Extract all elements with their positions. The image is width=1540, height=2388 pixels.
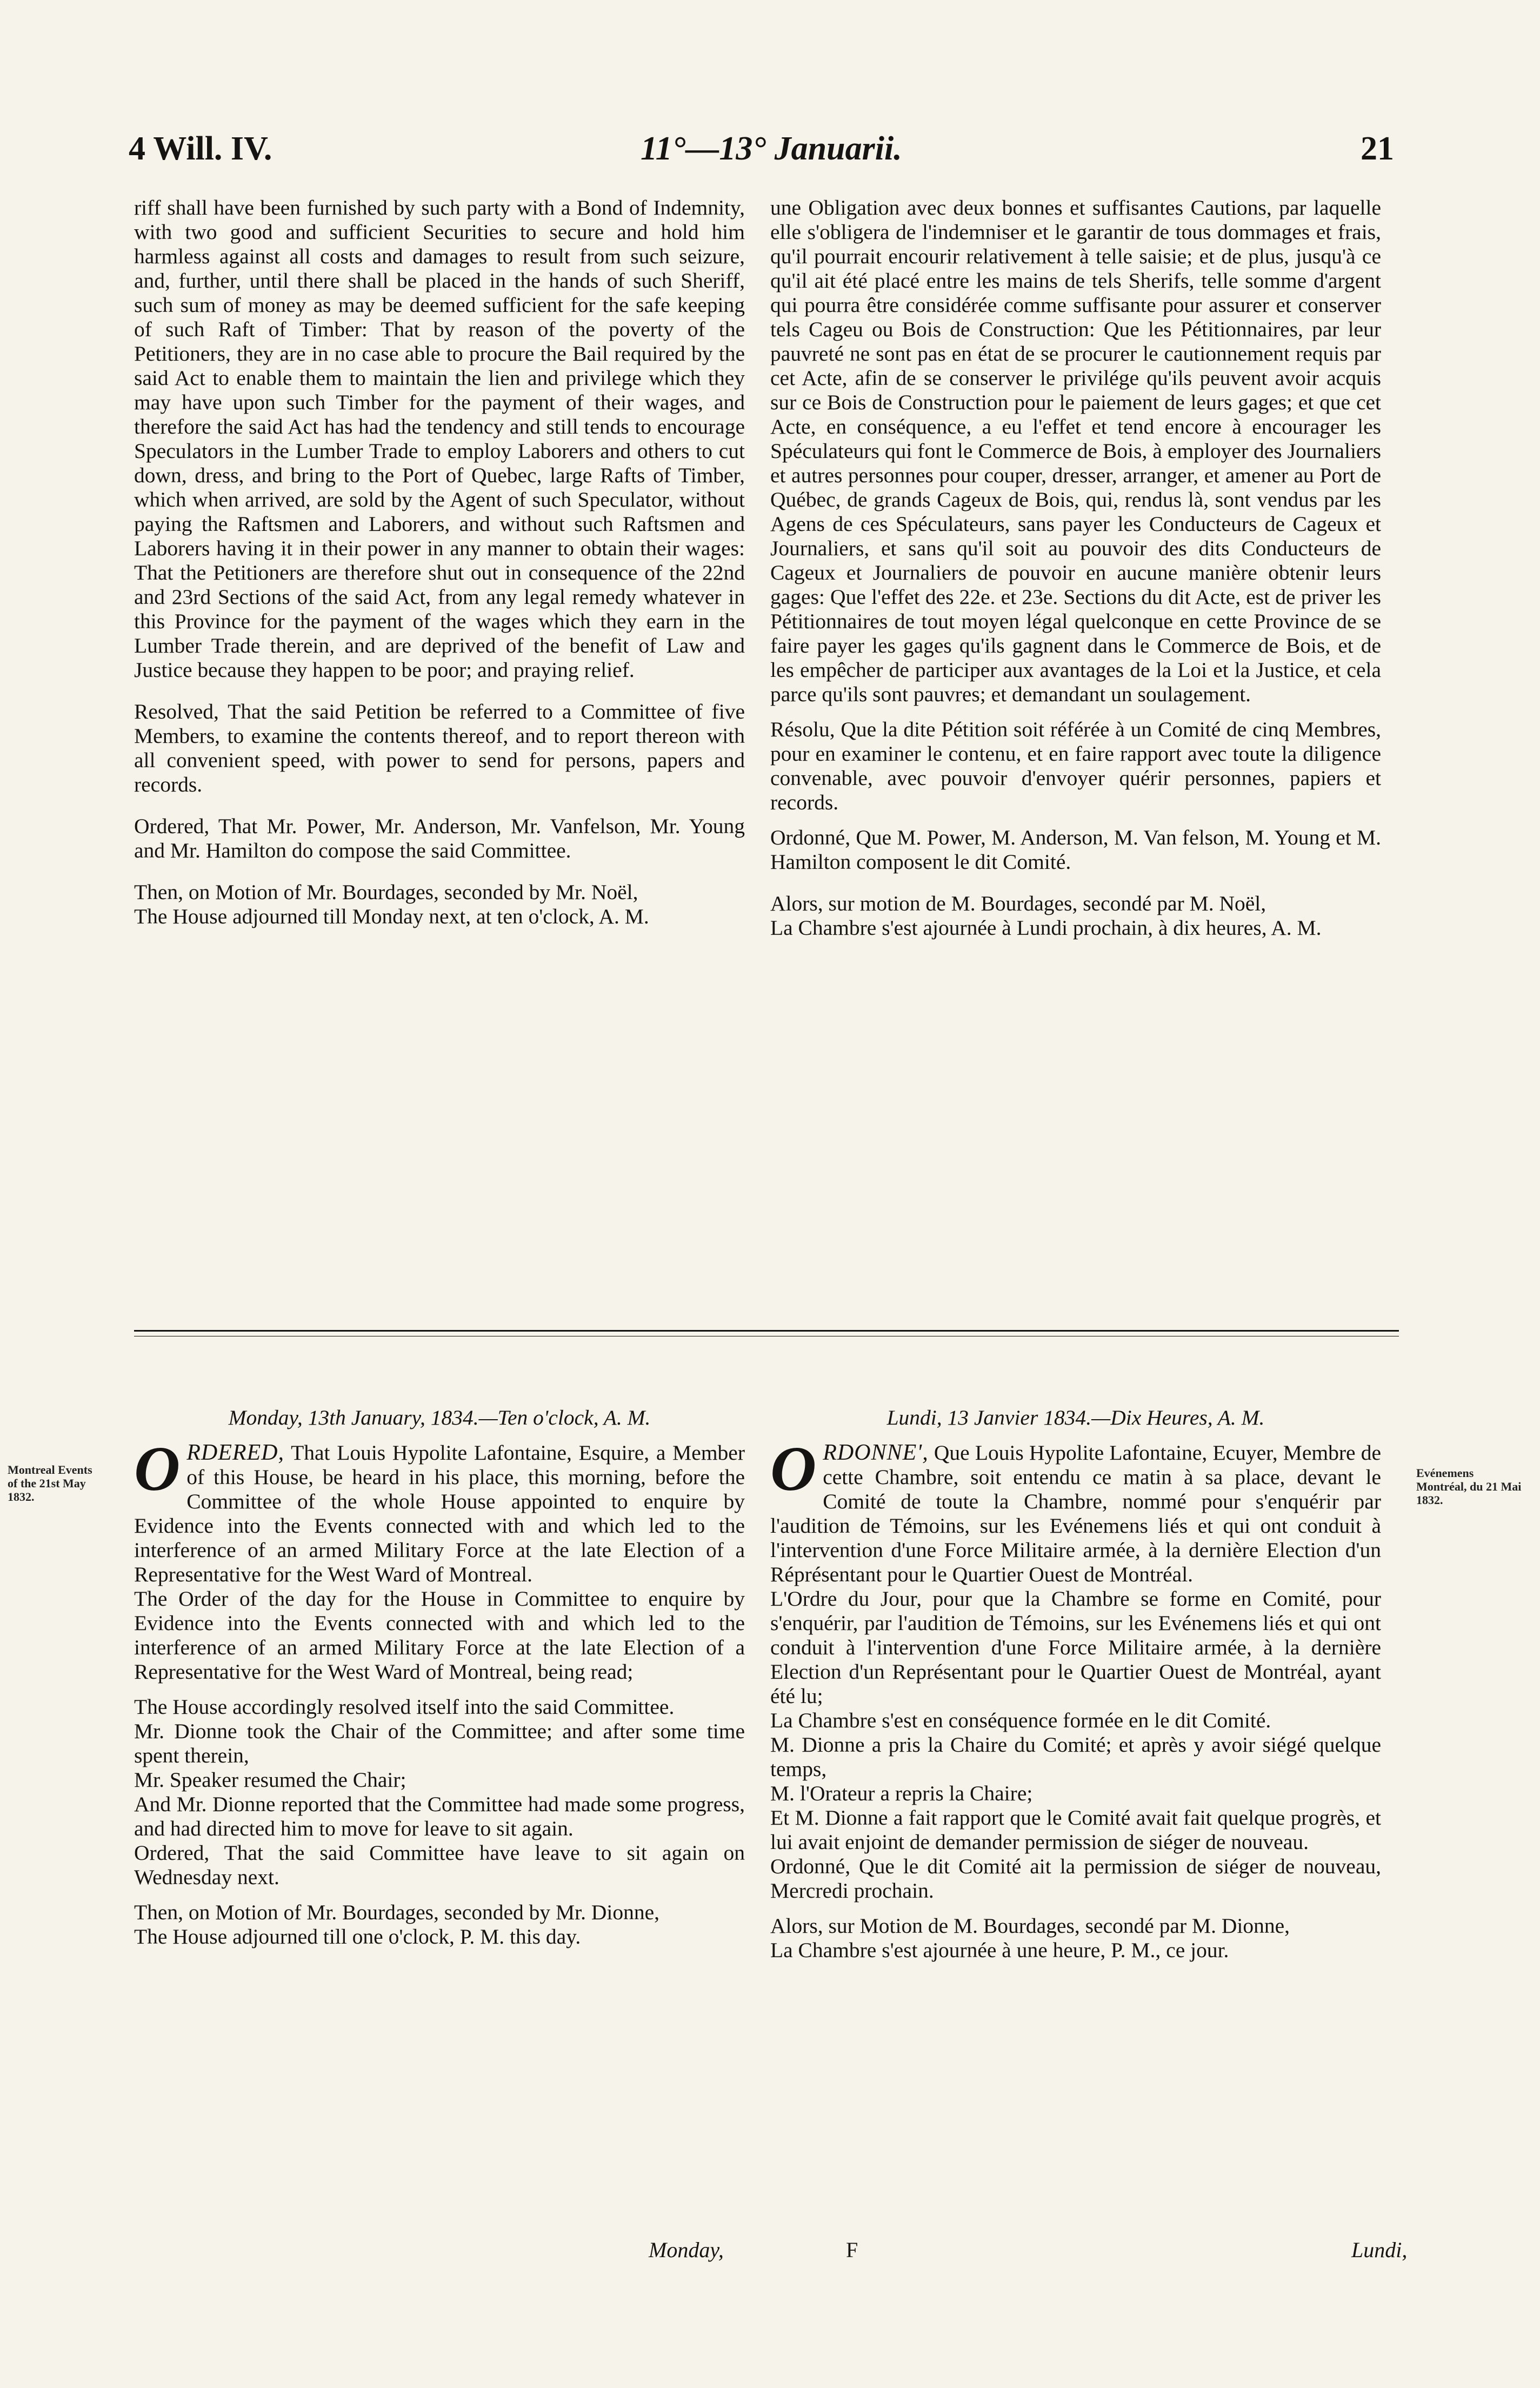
- order-of-day-en: The Order of the day for the House in Committee to enquire by Evidence into the Events connected with and which led to the interference of an armed Military Force at the late Election of a Representative for the West Ward of Montreal, being read;: [134, 1587, 745, 1684]
- running-head-date: 11°—13° Januarii.: [641, 130, 902, 167]
- adjourned-fr: La Chambre s'est ajournée à Lundi prochain, à dix heures, A. M.: [770, 916, 1322, 940]
- lead-caps-en: RDERED,: [186, 1440, 285, 1465]
- drop-cap-fr: O: [770, 1433, 817, 1504]
- speaker-resumed-en: Mr. Speaker resumed the Chair;: [134, 1768, 406, 1792]
- permission-sieger-fr: Ordonné, Que le dit Comité ait la permission de siéger de nouveau, Mercredi prochain.: [770, 1854, 1381, 1903]
- ordre-du-jour-fr: L'Ordre du Jour, pour que la Chambre se forme en Comité, pour s'enquérir, par l'audition de Témoins, sur les Evénemens liés et qui ont conduit à l'intervention d'une Force Militaire armée, à la dernière Election d'un Représentant pour le Quartier Ouest de Montréal, ayant été lu;: [770, 1587, 1381, 1708]
- dionne-chair-en: Mr. Dionne took the Chair of the Committee; and after some time spent therein,: [134, 1719, 745, 1767]
- final-adjourned-en: The House adjourned till one o'clock, P. M. this day.: [134, 1925, 581, 1948]
- ordonne-text-fr: Que Louis Hypolite Lafontaine, Ecuyer, Membre de cette Chambre, soit entendu ce matin à sa place, devant le Comité de toute la Chambre, nommé pour s'enquérir par l'audition de Témoins, sur les Evénemens liés et qui ont conduit à l'intervention d'une Force Militaire armée, à la dernière Election d'un Réprésentant pour le Quartier Ouest de Montréal.: [770, 1441, 1381, 1586]
- french-column-top: [770, 196, 1381, 940]
- ordonne-lafontaine-fr: [770, 1433, 1381, 1587]
- lead-caps-fr: RDONNE',: [823, 1440, 929, 1465]
- signature-mark: F: [846, 2238, 858, 2262]
- sitting-date-en: Monday, 13th January, 1834.—Ten o'clock, A. M.: [228, 1406, 651, 1429]
- resolu-fr: Résolu, Que la dite Pétition soit référée à un Comité de cinq Membres, pour en examiner le contenu, et en faire rapport avec toute la diligence convenable, avec pouvoir d'envoyer quérir personnes, papiers et records.: [770, 717, 1381, 814]
- final-adjourned-fr: La Chambre s'est ajournée à une heure, P. M., ce jour.: [770, 1938, 1229, 1962]
- ordered-text-en: That Louis Hypolite Lafontaine, Esquire, a Member of this House, be heard in his place, this morning, before the Committee of the whole House appointed to enquire by Evidence into the Events connected with and which led to the interference of an armed Military Force at the late Election of a Representative for the West Ward of Montreal.: [134, 1441, 745, 1586]
- sitting-date-fr: Lundi, 13 Janvier 1834.—Dix Heures, A. M.: [886, 1406, 1265, 1429]
- french-column-bottom: [770, 1406, 1381, 1963]
- house-resolved-en: The House accordingly resolved itself into the said Committee.: [134, 1695, 675, 1719]
- ordonne-fr: Ordonné, Que M. Power, M. Anderson, M. Van felson, M. Young et M. Hamilton composent le dit Comité.: [770, 826, 1381, 874]
- catchword-english: Monday,: [649, 2238, 724, 2262]
- ordered-en: Ordered, That Mr. Power, Mr. Anderson, Mr. Vanfelson, Mr. Young and Mr. Hamilton do compose the said Committee.: [134, 814, 745, 862]
- english-column-bottom: [134, 1406, 745, 1949]
- drop-cap-en: O: [134, 1433, 181, 1504]
- motion-fr: Alors, sur motion de M. Bourdages, secondé par M. Noël,: [770, 892, 1266, 915]
- section-divider-rule: [134, 1330, 1399, 1336]
- catchword-french: Lundi,: [1351, 2238, 1408, 2262]
- leave-to-sit-en: Ordered, That the said Committee have leave to sit again on Wednesday next.: [134, 1841, 745, 1889]
- running-head-regnal-year: 4 Will. IV.: [129, 130, 272, 167]
- resolved-en: Resolved, That the said Petition be referred to a Committee of five Members, to examine the contents thereof, and to report thereon with all convenient speed, with power to send for persons, papers and records.: [134, 700, 745, 796]
- orateur-repris-fr: M. l'Orateur a repris la Chaire;: [770, 1781, 1033, 1805]
- dionne-chaire-fr: M. Dionne a pris la Chaire du Comité; et après y avoir siégé quelque temps,: [770, 1733, 1381, 1781]
- adjourned-en: The House adjourned till Monday next, at ten o'clock, A. M.: [134, 904, 649, 928]
- dionne-rapport-fr: Et M. Dionne a fait rapport que le Comité avait fait quelque progrès, et lui avait enjoint de demander permission de siéger de nouveau.: [770, 1806, 1381, 1854]
- english-column-top: [134, 196, 745, 929]
- dionne-report-en: And Mr. Dionne reported that the Committee had made some progress, and had directed him to move for leave to sit again.: [134, 1792, 745, 1840]
- petition-text-en: riff shall have been furnished by such party with a Bond of Indemnity, with two good and sufficient Securities to secure and hold him harmless against all costs and damages to result from such seizure, and, further, until there shall be placed in the hands of such Sheriff, such sum of money as may be deemed sufficient for the safe keeping of such Raft of Timber: That by reason of the poverty of the Petitioners, they are in no case able to procure the Bail required by the said Act to enable them to maintain the lien and privilege which they may have upon such Timber for the payment of their wages, and therefore the said Act has had the tendency and still tends to encourage Speculators in the Lumber Trade to employ Laborers and others to cut down, dress, and bring to the Port of Quebec, large Rafts of Timber, which when arrived, are sold by the Agent of such Speculator, without paying the Raftsmen and Laborers, and without such Raftsmen and Laborers having it in their power in any manner to obtain their wages: That the Petitioners are therefore shut out in consequence of the 22nd and 23rd Sections of the said Act, from any legal remedy whatever in this Province for the payment of the wages which they earn in the Lumber Trade therein, and are deprived of the benefit of Law and Justice because they happen to be poor; and praying relief.: [134, 196, 745, 682]
- petition-text-fr: une Obligation avec deux bonnes et suffisantes Cautions, par laquelle elle s'obligera de l'indemniser et le garantir de tous dommages et frais, qu'il pourrait encourir relativement à telle saisie; et de plus, jusqu'à ce qu'il ait été placé entre les mains de tels Sherifs, telle somme d'argent qui pourra être considérée comme suffisante pour assurer et conserver tels Cageu ou Bois de Construction: Que les Pétitionnaires, par leur pauvreté ne sont pas en état de se procurer le cautionnement requis par cet Acte, afin de se conserver le privilége qu'ils peuvent avoir acquis sur ce Bois de Construction pour le paiement de leurs gages; et que cet Acte, en conséquence, a eu l'effet et tend encore à encourager les Spéculateurs qui font le Commerce de Bois, à employer des Journaliers et autres personnes pour couper, dresser, arranger, et amener au Port de Québec, de grands Cageux de Bois, qui, rendus là, sont vendus par les Agens de ces Spéculateurs, sans payer les Conducteurs de Cageux et Journaliers, et sans qu'il soit au pouvoir des dits Conducteurs de Cageux et Journaliers de pouvoir en aucune manière obtenir leurs gages: Que l'effet des 22e. et 23e. Sections du dit Acte, est de priver les Pétitionnaires de tout moyen légal quelconque en cette Province de se faire payer les gages qu'ils gagnent dans le Commerce de Bois, et de les empêcher de participer aux avantages de la Loi et la Justice, et cela parce qu'ils sont pauvres; et demandant un soulagement.: [770, 196, 1381, 706]
- margin-note-left: Montreal Events of the 21st May 1832.: [8, 1463, 92, 1504]
- motion-en: Then, on Motion of Mr. Bourdages, seconded by Mr. Noël,: [134, 880, 638, 904]
- ordered-lafontaine-en: [134, 1433, 745, 1587]
- chambre-formee-fr: La Chambre s'est en conséquence formée en le dit Comité.: [770, 1708, 1271, 1732]
- margin-note-right: Evénemens Montréal, du 21 Mai 1832.: [1416, 1466, 1522, 1507]
- final-motion-en: Then, on Motion of Mr. Bourdages, seconded by Mr. Dionne,: [134, 1900, 660, 1924]
- final-motion-fr: Alors, sur Motion de M. Bourdages, secondé par M. Dionne,: [770, 1914, 1290, 1938]
- page-number: 21: [1361, 130, 1394, 167]
